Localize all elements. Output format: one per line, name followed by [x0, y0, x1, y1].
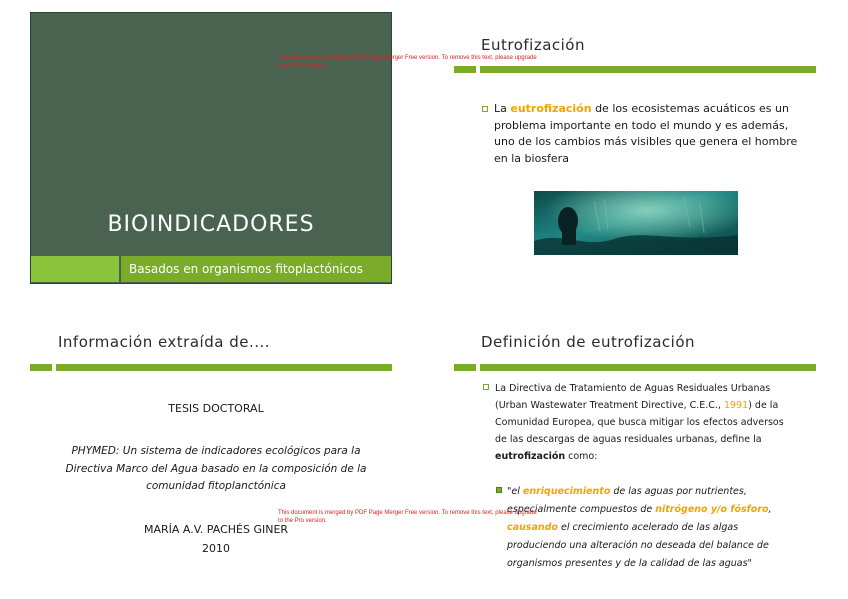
highlight-term: nitrógeno y/o fósforo [655, 504, 769, 515]
slide-title-definicion: Definición de eutrofización [481, 333, 696, 351]
header-bar-long [480, 364, 816, 371]
definition-paragraph [495, 380, 795, 465]
text-fragment: , [768, 504, 772, 515]
slide-title-eutrofizacion: Eutrofización [481, 36, 585, 54]
thesis-year: 2010 [202, 542, 230, 555]
bullet-square-icon [482, 106, 488, 112]
header-bar-short [454, 66, 476, 73]
subtitle-accent-block [31, 256, 119, 282]
bullet-filled-icon [496, 487, 502, 493]
watermark-line: to the Pro version. [278, 518, 327, 524]
text-fragment: como: [565, 451, 598, 462]
year-reference: 1991 [724, 400, 749, 411]
text-fragment: La [494, 102, 511, 115]
bold-term: eutrofización [495, 451, 566, 462]
title-slide-panel [30, 12, 392, 284]
text-fragment: "el [507, 486, 523, 497]
text-fragment: La Directiva de Tratamiento de Aguas Residuales Urbanas (Urban Wastewater Treatment Directive, C.E.C., [495, 383, 771, 411]
bullet-square-icon [483, 384, 489, 390]
highlight-term: enriquecimiento [522, 486, 611, 497]
thesis-work-title: PHYMED: Un sistema de indicadores ecológicos para la Directiva Marco del Agua basado en la composición de la comunidad fitoplanctónica [65, 445, 367, 492]
eutrofizacion-paragraph [494, 101, 804, 167]
watermark-line: This document is merged by PDF Page Merger Free version. To remove this text, please upgrade [278, 55, 537, 61]
title-slide-subtitle: Basados en organismos fitoplactónicos [121, 256, 391, 282]
header-bar-long [56, 364, 392, 371]
text-fragment: ) de la Comunidad Europea, que busca mitigar los efectos adversos de las descargas de aguas residuales urbanas, define la [495, 400, 784, 445]
thesis-author: MARÍA A.V. PACHÉS GINER [143, 523, 289, 536]
header-bar-long [480, 66, 816, 73]
highlight-term: eutrofización [510, 102, 592, 115]
slide-title-informacion: Información extraída de.... [58, 333, 271, 351]
header-bar-short [30, 364, 52, 371]
highlight-term: causando [507, 522, 558, 533]
definition-quote [507, 483, 797, 573]
watermark-line: to the Pro version. [278, 63, 327, 69]
watermark-line: This document is merged by PDF Page Merger Free version. To remove this text, please upgrade [278, 510, 537, 516]
watermark-bottom [278, 509, 618, 525]
text-fragment: el crecimiento acelerado de las algas produciendo una alteración no deseada del balance de organismos presentes y de la calidad de las aguas" [507, 522, 769, 569]
underwater-diver-photo [534, 191, 738, 255]
text-fragment: de las aguas por nutrientes, especialmente compuestos de [507, 486, 747, 515]
text-fragment: de los ecosistemas acuáticos es un problema importante en todo el mundo y es además, uno de los cambios más visibles que genera el hombre en la biosfera [494, 102, 798, 165]
title-slide-heading: BIOINDICADORES [107, 212, 315, 237]
header-bar-short [454, 364, 476, 371]
thesis-label: TESIS DOCTORAL [168, 402, 264, 415]
